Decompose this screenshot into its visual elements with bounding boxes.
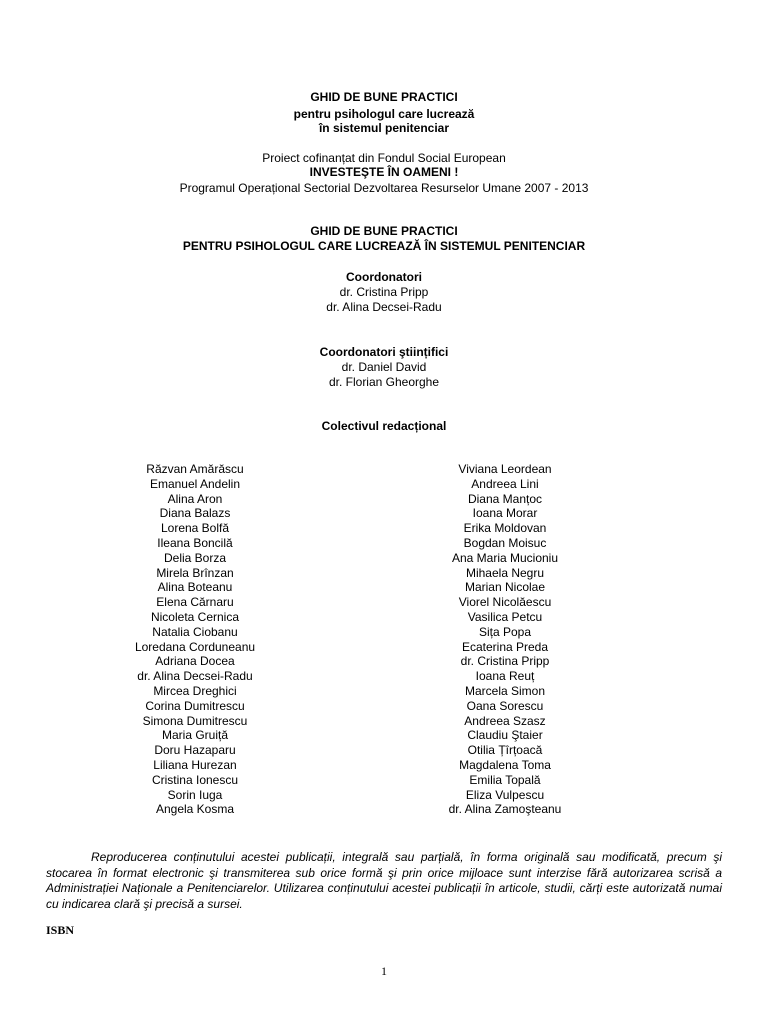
header-title: GHID DE BUNE PRACTICI bbox=[310, 90, 458, 104]
editorial-member-name: Andreea Lini bbox=[471, 476, 539, 491]
editorial-member-name: Erika Moldovan bbox=[463, 521, 547, 536]
editorial-member-name: Mirela Brînzan bbox=[156, 565, 234, 580]
editorial-member-name: Ecaterina Preda bbox=[461, 639, 549, 654]
page-number: 1 bbox=[381, 964, 387, 978]
project-line1: Proiect cofinanțat din Fondul Social European bbox=[262, 151, 506, 165]
editorial-member-name: Sorin Iuga bbox=[167, 787, 223, 802]
editorial-member-name: Emanuel Andelin bbox=[149, 476, 241, 491]
editorial-member-name: Cristina Ionescu bbox=[151, 772, 239, 787]
editorial-member-name: Ioana Reuț bbox=[475, 669, 535, 684]
editorial-member-name: Alina Boteanu bbox=[157, 580, 233, 595]
coordinator-name: dr. Alina Decsei-Radu bbox=[326, 300, 442, 314]
editorial-team-right-column bbox=[410, 462, 600, 817]
editorial-member-name: Emilia Topală bbox=[469, 772, 541, 787]
coordinator-name: dr. Cristina Pripp bbox=[339, 285, 429, 299]
editorial-member-name: Marcela Simon bbox=[464, 683, 546, 698]
editorial-member-name: Alina Aron bbox=[167, 491, 223, 506]
scientific-coordinators-heading: Coordonatori ştiințifici bbox=[319, 345, 449, 359]
editorial-member-name: Oana Sorescu bbox=[466, 698, 544, 713]
coordinators-heading: Coordonatori bbox=[346, 270, 422, 284]
editorial-member-name: Loredana Corduneanu bbox=[134, 639, 256, 654]
editorial-member-name: Mircea Dreghici bbox=[153, 683, 237, 698]
editorial-member-name: Mihaela Negru bbox=[465, 565, 545, 580]
copyright-notice: Reproducerea conținutului acestei publicații, integrală sau parțială, în forma originală sau modificată, precum şi stocarea în format electronic şi transmiterea sub orice formă şi prin orice mijloace sunt interzise fără autorizarea scrisă a Administrației Naționale a Penitenciarelor. Utilizarea conținutului acestei publicații în articole, studii, cărți este autorizată numai cu indicarea clară şi precisă a sursei. bbox=[46, 850, 722, 911]
editorial-member-name: Delia Borza bbox=[163, 550, 227, 565]
editorial-member-name: Natalia Ciobanu bbox=[152, 624, 238, 639]
editorial-member-name: Maria Gruiță bbox=[161, 728, 229, 743]
editorial-member-name: Bogdan Moisuc bbox=[463, 535, 547, 550]
main-title-line2: PENTRU PSIHOLOGUL CARE LUCREAZĂ ÎN SISTEMUL PENITENCIAR bbox=[182, 239, 586, 253]
scientific-coordinator-name: dr. Daniel David bbox=[341, 360, 427, 374]
isbn-label: ISBN bbox=[46, 923, 75, 937]
editorial-member-name: Magdalena Toma bbox=[459, 757, 551, 772]
editorial-member-name: dr. Alina Decsei-Radu bbox=[137, 669, 253, 684]
editorial-member-name: Ioana Morar bbox=[472, 506, 538, 521]
editorial-member-name: Andreea Szasz bbox=[464, 713, 546, 728]
editorial-member-name: Simona Dumitrescu bbox=[142, 713, 248, 728]
editorial-member-name: dr. Cristina Pripp bbox=[460, 654, 550, 669]
editorial-member-name: Otilia Țîrțoacă bbox=[467, 743, 543, 758]
editorial-member-name: Ileana Boncilă bbox=[157, 535, 233, 550]
editorial-member-name: Răzvan Amărăscu bbox=[146, 462, 244, 476]
project-line2: INVESTEŞTE ÎN OAMENI ! bbox=[309, 165, 459, 179]
editorial-member-name: Eliza Vulpescu bbox=[465, 787, 545, 802]
header-subtitle-line2: în sistemul penitenciar bbox=[318, 121, 450, 135]
editorial-member-name: Corina Dumitrescu bbox=[145, 698, 245, 713]
editorial-member-name: Angela Kosma bbox=[155, 802, 235, 817]
editorial-member-name: Vasilica Petcu bbox=[467, 609, 543, 624]
editorial-member-name: Diana Balazs bbox=[159, 506, 231, 521]
editorial-member-name: Doru Hazaparu bbox=[154, 743, 236, 758]
header-subtitle-line1: pentru psihologul care lucrează bbox=[293, 107, 475, 121]
scientific-coordinator-name: dr. Florian Gheorghe bbox=[328, 375, 440, 389]
editorial-member-name: Claudiu Ştaier bbox=[467, 728, 543, 743]
editorial-member-name: dr. Alina Zamoşteanu bbox=[448, 802, 562, 817]
editorial-member-name: Liliana Hurezan bbox=[153, 757, 237, 772]
main-title-line1: GHID DE BUNE PRACTICI bbox=[310, 224, 458, 238]
editorial-member-name: Marian Nicolae bbox=[464, 580, 546, 595]
editorial-member-name: Adriana Docea bbox=[155, 654, 235, 669]
editorial-member-name: Diana Manțoc bbox=[467, 491, 543, 506]
editorial-member-name: Viviana Leordean bbox=[458, 462, 552, 476]
editorial-member-name: Elena Cărnaru bbox=[156, 595, 234, 610]
editorial-member-name: Lorena Bolfă bbox=[160, 521, 230, 536]
editorial-team-left-column bbox=[100, 462, 290, 817]
project-line3: Programul Operațional Sectorial Dezvoltarea Resurselor Umane 2007 - 2013 bbox=[179, 181, 589, 195]
editorial-team-heading: Colectivul redacțional bbox=[321, 419, 447, 433]
editorial-member-name: Ana Maria Mucioniu bbox=[451, 550, 559, 565]
editorial-member-name: Nicoleta Cernica bbox=[150, 609, 240, 624]
editorial-member-name: Viorel Nicolăescu bbox=[458, 595, 552, 610]
editorial-member-name: Sița Popa bbox=[478, 624, 532, 639]
